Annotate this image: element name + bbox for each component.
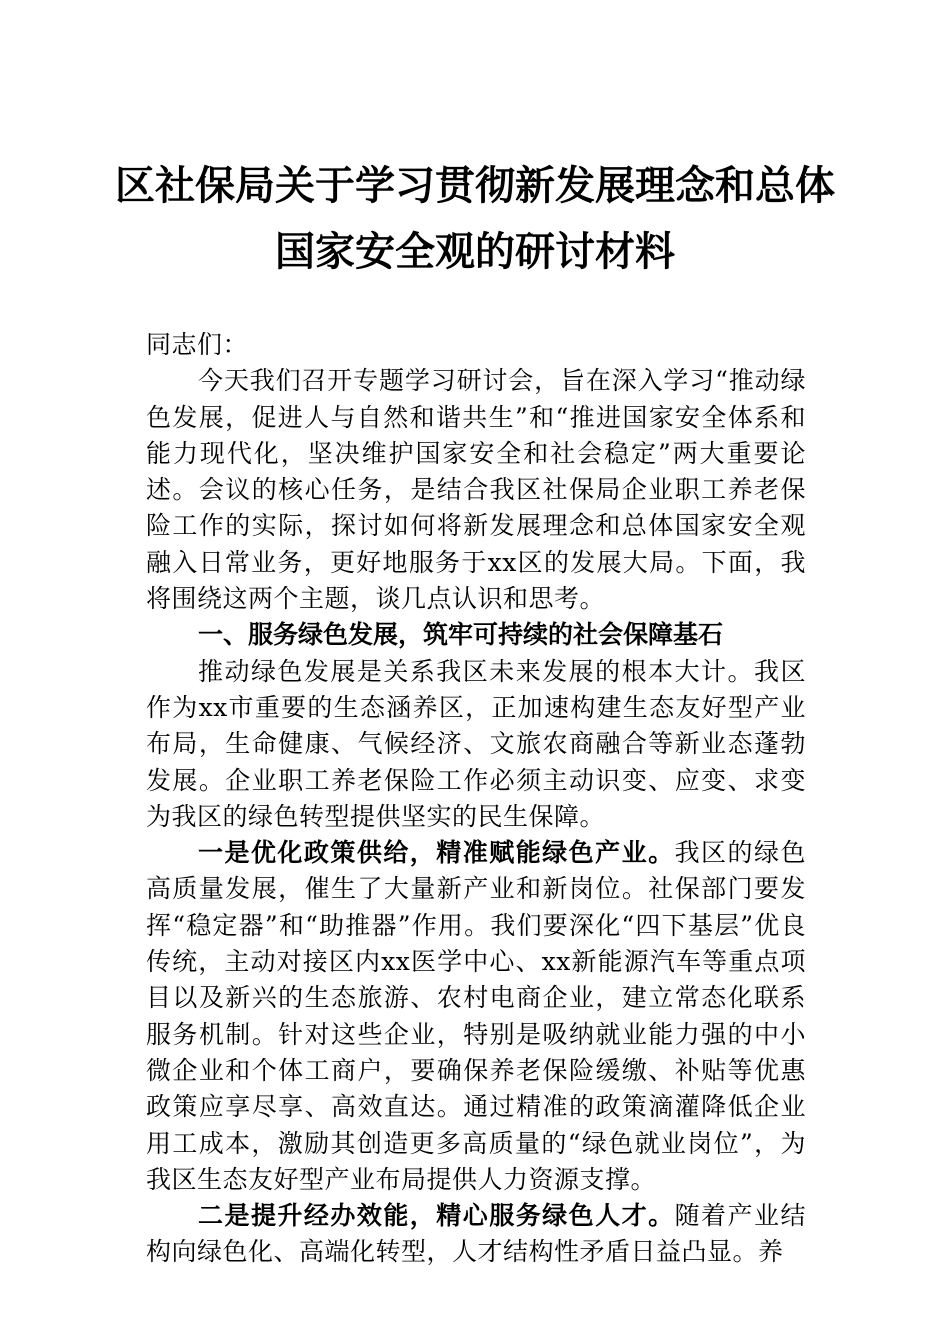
point-1-text: 我区的绿色高质量发展，催生了大量新产业和新岗位。社保部门要发挥“稳定器”和“助推器”作用。我们要深化“四下基层”优良传统，主动对接区内xx医学中心、xx新能源汽车等重点项目以及新兴的生态旅游、农村电商企业，建立常态化联系服务机制。针对这些企业，特别是吸纳就业能力强的中小微企业和个体工商户，要确保养老保险缓缴、补贴等优惠政策应享尽享、高效直达。通过精准的政策滴灌降低企业用工成本，激励其创造更多高质量的“绿色就业岗位”，为我区生态友好型产业布局提供人力资源支撑。 — [146, 838, 806, 1194]
salutation: 同志们： — [146, 330, 249, 359]
point-2-text: 随着产业结构向绿色化、高端化转型，人才结构性矛盾日益凸显。养 — [146, 1201, 806, 1267]
point-2-lead: 二是提升经办效能，精心服务绿色人才。 — [198, 1201, 675, 1231]
section-1-paragraph: 推动绿色发展是关系我区未来发展的根本大计。我区作为xx市重要的生态涵养区，正加速构建生态友好型产业布局，生命健康、气候经济、文旅农商融合等新业态蓬勃发展。企业职工养老保险工作必须主动识变、应变、求变为我区的绿色转型提供坚实的民生保障。 — [146, 656, 806, 831]
document-title-line-1: 区社保局关于学习贯彻新发展理念和总体 — [115, 162, 835, 209]
section-1-heading: 一、服务绿色发展，筑牢可持续的社会保障基石 — [198, 620, 724, 650]
document-body — [146, 327, 806, 1271]
document-title-line-2: 国家安全观的研讨材料 — [275, 228, 675, 275]
point-1-lead: 一是优化政策供给，精准赋能绿色产业。 — [198, 838, 675, 868]
point-1-paragraph — [146, 835, 806, 1198]
intro-paragraph: 今天我们召开专题学习研讨会，旨在深入学习“推动绿色发展，促进人与自然和谐共生”和“推进国家安全体系和能力现代化，坚决维护国家安全和社会稳定”两大重要论述。会议的核心任务，是结合我区社保局企业职工养老保险工作的实际，探讨如何将新发展理念和总体国家安全观融入日常业务，更好地服务于xx区的发展大局。下面，我将围绕这两个主题，谈几点认识和思考。 — [146, 366, 806, 614]
point-2-paragraph — [146, 1198, 806, 1271]
